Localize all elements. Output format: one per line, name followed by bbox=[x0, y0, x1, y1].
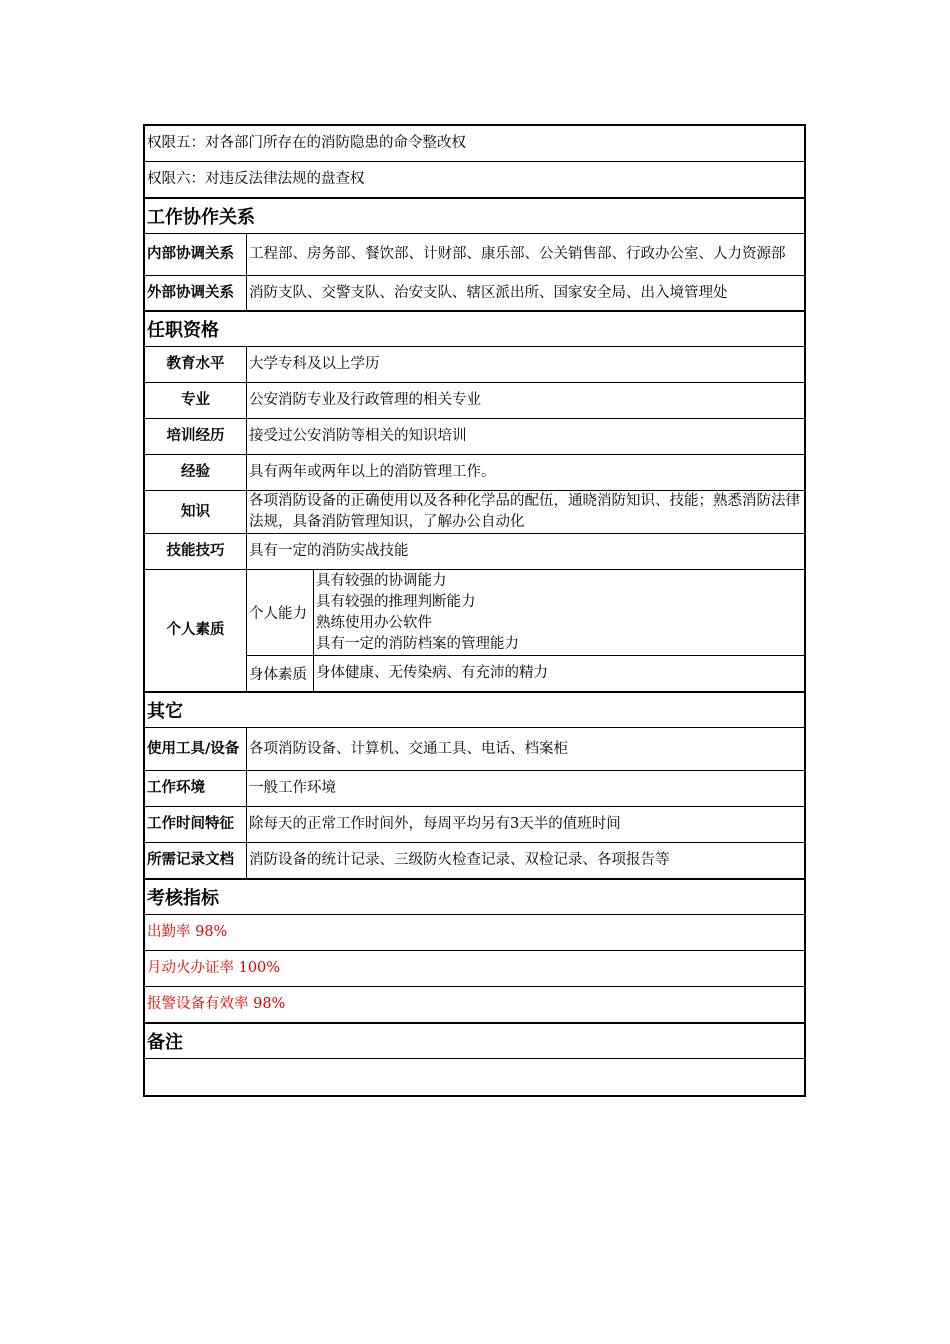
personal-ability-row bbox=[247, 570, 804, 656]
section-cooperation-header bbox=[145, 199, 804, 234]
section-kpi-header bbox=[145, 880, 804, 915]
knowledge-label: 知识 bbox=[145, 491, 247, 533]
ability-line: 具有较强的推理判断能力 bbox=[316, 593, 476, 610]
personal-ability-label: 个人能力 bbox=[247, 570, 314, 655]
knowledge-value: 各项消防设备的正确使用以及各种化学品的配伍，通晓消防知识、技能；熟悉消防法律法规，具备消防管理知识，了解办公自动化 bbox=[249, 493, 800, 530]
personal-quality-detail bbox=[247, 570, 804, 691]
ability-line: 具有较强的协调能力 bbox=[316, 572, 447, 589]
other-row bbox=[145, 728, 804, 771]
kpi-row bbox=[145, 915, 804, 951]
other-row bbox=[145, 807, 804, 843]
other-row bbox=[145, 771, 804, 807]
skills-value: 具有一定的消防实战技能 bbox=[249, 543, 409, 559]
training-label: 培训经历 bbox=[145, 419, 247, 454]
physical-quality-value: 身体健康、无传染病、有充沛的精力 bbox=[316, 665, 548, 681]
internal-coordination-row bbox=[145, 234, 804, 276]
records-label: 所需记录文档 bbox=[145, 843, 247, 878]
physical-quality-label: 身体素质 bbox=[247, 656, 314, 691]
external-coordination-row bbox=[145, 276, 804, 312]
other-row bbox=[145, 843, 804, 880]
environment-value: 一般工作环境 bbox=[249, 780, 336, 796]
education-value: 大学专科及以上学历 bbox=[249, 356, 380, 372]
physical-quality-row bbox=[247, 656, 804, 691]
work-time-value: 除每天的正常工作时间外，每周平均另有3天半的值班时间 bbox=[249, 816, 621, 832]
internal-coordination-value: 工程部、房务部、餐饮部、计财部、康乐部、公关销售部、行政办公室、人力资源部 bbox=[249, 246, 786, 262]
tools-value: 各项消防设备、计算机、交通工具、电话、档案柜 bbox=[249, 740, 568, 757]
kpi-hot-work-permit: 月动火办证率 100% bbox=[147, 960, 281, 976]
authority-6: 权限六：对违反法律法规的盘查权 bbox=[147, 171, 365, 187]
section-remarks-header bbox=[145, 1024, 804, 1059]
personal-quality-row bbox=[145, 570, 804, 693]
kpi-alarm-equipment: 报警设备有效率 98% bbox=[147, 996, 286, 1012]
skills-label: 技能技巧 bbox=[145, 534, 247, 569]
environment-label: 工作环境 bbox=[145, 771, 247, 806]
tools-label: 使用工具/设备 bbox=[145, 728, 247, 770]
section-title: 备注 bbox=[147, 1032, 183, 1053]
authority-row bbox=[145, 162, 804, 199]
kpi-row bbox=[145, 951, 804, 987]
section-other-header bbox=[145, 693, 804, 728]
records-value: 消防设备的统计记录、三级防火检查记录、双检记录、各项报告等 bbox=[249, 852, 670, 868]
qualification-row bbox=[145, 534, 804, 570]
section-qualification-header bbox=[145, 312, 804, 347]
education-label: 教育水平 bbox=[145, 347, 247, 382]
work-time-label: 工作时间特征 bbox=[145, 807, 247, 842]
external-coordination-value: 消防支队、交警支队、治安支队、辖区派出所、国家安全局、出入境管理处 bbox=[249, 284, 728, 301]
remarks-row bbox=[145, 1059, 804, 1095]
experience-label: 经验 bbox=[145, 455, 247, 490]
personal-ability-value bbox=[314, 570, 804, 655]
external-coordination-label: 外部协调关系 bbox=[145, 276, 247, 310]
personal-quality-label: 个人素质 bbox=[145, 570, 247, 691]
internal-coordination-label: 内部协调关系 bbox=[145, 234, 247, 275]
qualification-row bbox=[145, 455, 804, 491]
ability-line: 具有一定的消防档案的管理能力 bbox=[316, 635, 519, 652]
job-description-table bbox=[143, 124, 806, 1097]
kpi-row bbox=[145, 987, 804, 1024]
section-title: 任职资格 bbox=[147, 320, 219, 341]
major-value: 公安消防专业及行政管理的相关专业 bbox=[249, 392, 481, 408]
authority-row bbox=[145, 126, 804, 162]
remarks-value bbox=[145, 1059, 804, 1095]
qualification-row bbox=[145, 347, 804, 383]
training-value: 接受过公安消防等相关的知识培训 bbox=[249, 428, 467, 444]
major-label: 专业 bbox=[145, 383, 247, 418]
authority-5: 权限五：对各部门所存在的消防隐患的命令整改权 bbox=[147, 135, 466, 151]
ability-line: 熟练使用办公软件 bbox=[316, 614, 432, 631]
experience-value: 具有两年或两年以上的消防管理工作。 bbox=[249, 464, 496, 480]
qualification-row bbox=[145, 491, 804, 534]
qualification-row bbox=[145, 419, 804, 455]
section-title: 考核指标 bbox=[147, 888, 219, 909]
kpi-attendance: 出勤率 98% bbox=[147, 924, 228, 940]
section-title: 工作协作关系 bbox=[147, 207, 255, 228]
qualification-row bbox=[145, 383, 804, 419]
section-title: 其它 bbox=[147, 701, 183, 722]
